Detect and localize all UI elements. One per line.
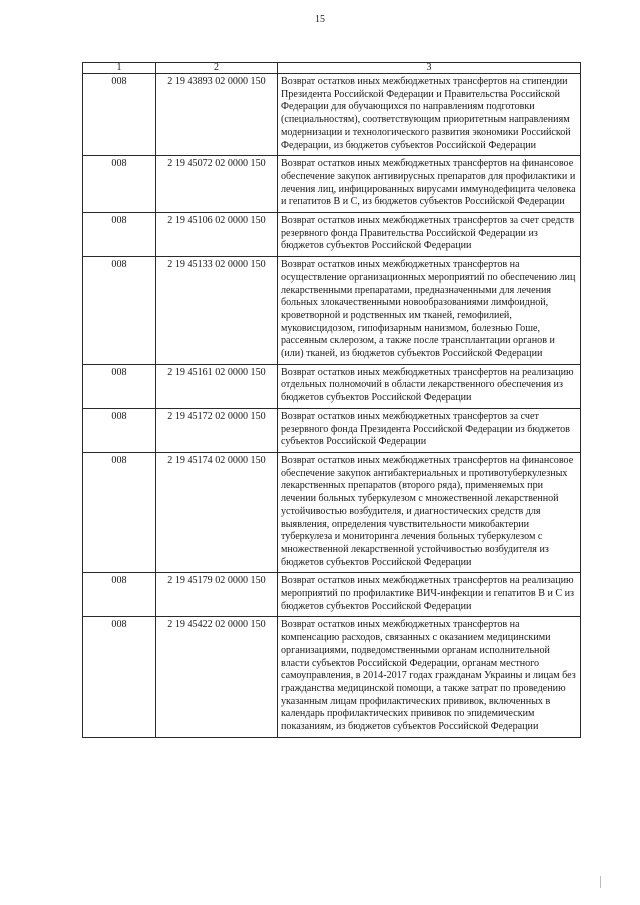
column-header-3: 3 <box>278 63 581 74</box>
table-row <box>83 617 581 737</box>
table-body <box>83 74 581 738</box>
budget-code-table <box>82 62 581 738</box>
admin-code-cell: 008 <box>83 408 156 452</box>
revenue-description-cell: Возврат остатков иных межбюджетных трансфертов на финансовое обеспечение закупок антибактериальных и противотуберкулезных лекарственных препаратов (второго ряда), применяемых при лечении больных туберкулезом с множественной лекарственной устойчивостью возбудителя, и диагностических средств для выявления, определения чувствительности микобактерии туберкулеза и мониторинга лечения больных туберкулезом с множественной лекарственной устойчивостью возбудителя из бюджетов субъектов Российской Федерации <box>278 452 581 572</box>
admin-code-cell: 008 <box>83 364 156 408</box>
revenue-description-cell: Возврат остатков иных межбюджетных трансфертов на компенсацию расходов, связанных с оказанием медицинскими организациями, подведомственными органам исполнительной власти субъектов Российской Федерации, органам местного самоуправления, в 2014-2017 годах гражданам Украины и лицам без гражданства медицинской помощи, а также затрат по проведению указанным лицам профилактических прививок, включенных в календарь профилактических прививок по эпидемическим показаниям, из бюджетов субъектов Российской Федерации <box>278 617 581 737</box>
table-row <box>83 452 581 572</box>
admin-code-cell: 008 <box>83 617 156 737</box>
table-row <box>83 573 581 617</box>
budget-classification-code-cell: 2 19 45133 02 0000 150 <box>156 257 278 365</box>
table-row <box>83 156 581 213</box>
budget-classification-code-cell: 2 19 45161 02 0000 150 <box>156 364 278 408</box>
admin-code-cell: 008 <box>83 257 156 365</box>
revenue-description-cell: Возврат остатков иных межбюджетных трансфертов за счет резервного фонда Президента Российской Федерации из бюджетов субъектов Российской Федерации <box>278 408 581 452</box>
column-header-1: 1 <box>83 63 156 74</box>
table-row <box>83 257 581 365</box>
revenue-description-cell: Возврат остатков иных межбюджетных трансфертов на осуществление организационных мероприятий по обеспечению лиц лекарственными препаратами, предназначенными для лечения больных злокачественными новообразованиями лимфоидной, кроветворной и родственных им тканей, гемофилией, муковисцидозом, гипофизарным нанизмом, болезнью Гоше, рассеяным склерозом, а также после трансплантации органов и (или) тканей, из бюджетов субъектов Российской Федерации <box>278 257 581 365</box>
revenue-description-cell: Возврат остатков иных межбюджетных трансфертов на стипендии Президента Российской Федерации и Правительства Российской Федерации для обучающихся по направлениям подготовки (специальностям), соответствующим приоритетным направлениям модернизации и технологического развития экономики Российской Федерации, из бюджетов субъектов Российской Федерации <box>278 74 581 156</box>
budget-classification-code-cell: 2 19 45106 02 0000 150 <box>156 213 278 257</box>
page-number: 15 <box>315 14 325 25</box>
budget-classification-code-cell: 2 19 43893 02 0000 150 <box>156 74 278 156</box>
budget-classification-code-cell: 2 19 45422 02 0000 150 <box>156 617 278 737</box>
admin-code-cell: 008 <box>83 74 156 156</box>
revenue-description-cell: Возврат остатков иных межбюджетных трансфертов на реализацию отдельных полномочий в области лекарственного обеспечения из бюджетов субъектов Российской Федерации <box>278 364 581 408</box>
admin-code-cell: 008 <box>83 573 156 617</box>
scan-edge-mark <box>600 876 601 888</box>
table-header-row <box>83 63 581 74</box>
revenue-description-cell: Возврат остатков иных межбюджетных трансфертов на финансовое обеспечение закупок антивирусных препаратов для профилактики и лечения лиц, инфицированных вирусами иммунодефицита человека и гепатитов В и С, из бюджетов субъектов Российской Федерации <box>278 156 581 213</box>
table-row <box>83 408 581 452</box>
admin-code-cell: 008 <box>83 213 156 257</box>
table-row <box>83 364 581 408</box>
budget-classification-code-cell: 2 19 45179 02 0000 150 <box>156 573 278 617</box>
budget-classification-code-cell: 2 19 45174 02 0000 150 <box>156 452 278 572</box>
revenue-description-cell: Возврат остатков иных межбюджетных трансфертов на реализацию мероприятий по профилактике ВИЧ-инфекции и гепатитов В и С из бюджетов субъектов Российской Федерации <box>278 573 581 617</box>
column-header-2: 2 <box>156 63 278 74</box>
budget-classification-code-cell: 2 19 45072 02 0000 150 <box>156 156 278 213</box>
revenue-description-cell: Возврат остатков иных межбюджетных трансфертов за счет средств резервного фонда Правительства Российской Федерации из бюджетов субъектов Российской Федерации <box>278 213 581 257</box>
admin-code-cell: 008 <box>83 452 156 572</box>
admin-code-cell: 008 <box>83 156 156 213</box>
table-row <box>83 74 581 156</box>
table-row <box>83 213 581 257</box>
budget-classification-code-cell: 2 19 45172 02 0000 150 <box>156 408 278 452</box>
